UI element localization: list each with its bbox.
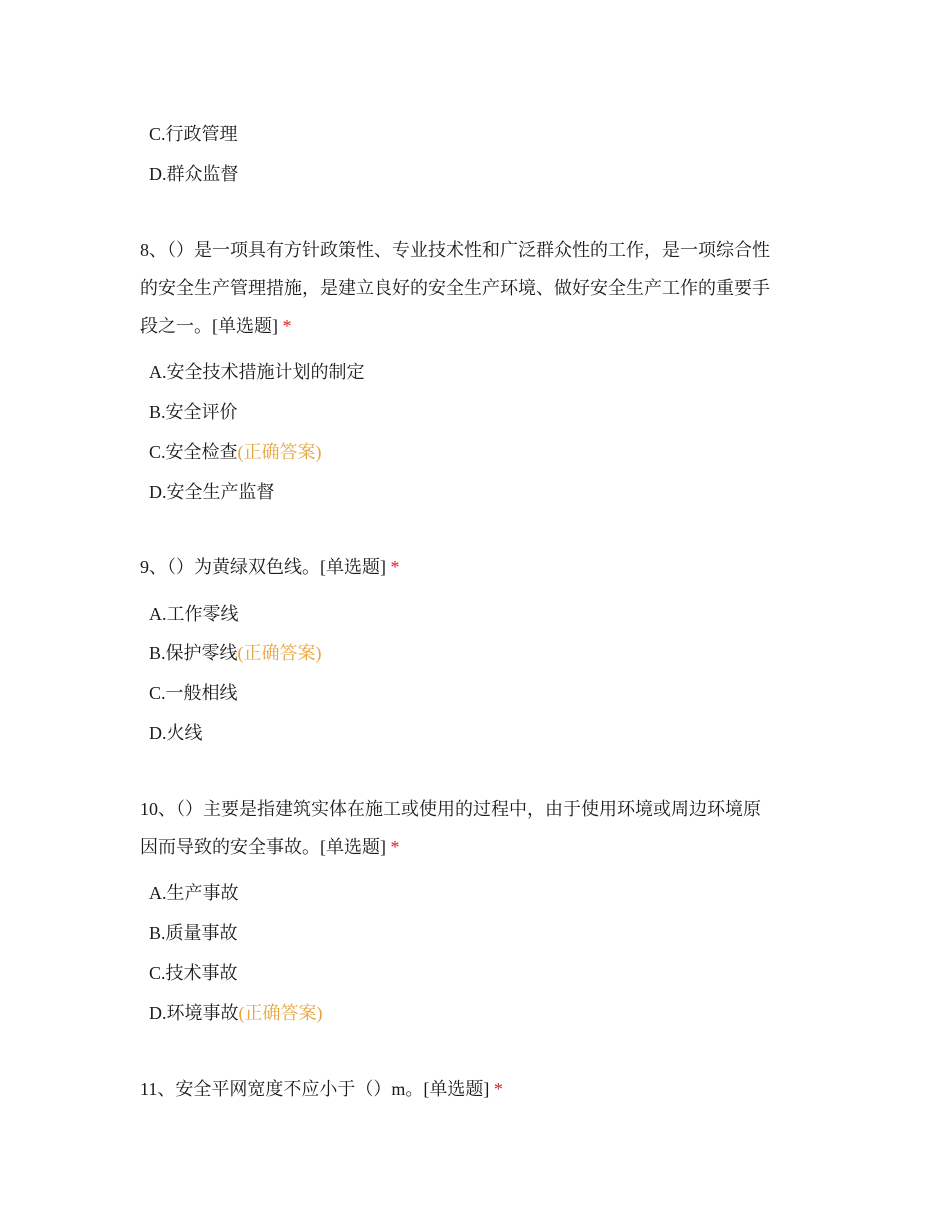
q8-option-c — [149, 440, 322, 464]
q9-option-b — [149, 641, 322, 665]
question-8 — [140, 231, 820, 345]
required-marker: * — [390, 557, 400, 577]
question-10-line-1: 10、（）主要是指建筑实体在施工或使用的过程中，由于使用环境或周边环境原 — [140, 799, 761, 819]
question-11 — [140, 1070, 820, 1108]
q10-option-c: C.技术事故 — [149, 963, 238, 983]
question-9-line-1 — [140, 548, 820, 586]
required-marker: * — [493, 1079, 503, 1099]
q7-option-c: C.行政管理 — [149, 124, 238, 144]
question-8-line-3 — [140, 307, 820, 345]
question-10-line-2-text: 因而导致的安全事故。[单选题] — [140, 837, 386, 857]
q8-option-b: B.安全评价 — [149, 402, 238, 422]
question-9-text: 9、（）为黄绿双色线。[单选题] — [140, 557, 386, 577]
question-9 — [140, 548, 820, 586]
q9-option-d: D.火线 — [149, 723, 203, 743]
q10-option-d-text: D.环境事故 — [149, 1003, 239, 1023]
correct-answer-marker: (正确答案) — [237, 442, 322, 462]
q8-option-a: A.安全技术措施计划的制定 — [149, 362, 365, 382]
question-10 — [140, 790, 820, 866]
question-10-line-2 — [140, 828, 820, 866]
question-11-text: 11、安全平网宽度不应小于（）m。[单选题] — [140, 1079, 490, 1099]
q9-option-b-text: B.保护零线 — [149, 643, 238, 663]
required-marker: * — [282, 316, 292, 336]
question-8-line-2: 的安全生产管理措施，是建立良好的安全生产环境、做好安全生产工作的重要手 — [140, 278, 770, 298]
q8-option-d: D.安全生产监督 — [149, 482, 275, 502]
correct-answer-marker: (正确答案) — [238, 1003, 323, 1023]
q9-option-a: A.工作零线 — [149, 604, 239, 624]
question-8-line-1: 8、（）是一项具有方针政策性、专业技术性和广泛群众性的工作，是一项综合性 — [140, 240, 770, 260]
q10-option-a: A.生产事故 — [149, 883, 239, 903]
q7-option-d: D.群众监督 — [149, 164, 239, 184]
q10-option-b: B.质量事故 — [149, 923, 238, 943]
q8-option-c-text: C.安全检查 — [149, 442, 238, 462]
question-11-line-1 — [140, 1070, 820, 1108]
required-marker: * — [390, 837, 400, 857]
q10-option-d — [149, 1001, 323, 1025]
question-8-line-3-text: 段之一。[单选题] — [140, 316, 278, 336]
q9-option-c: C.一般相线 — [149, 683, 238, 703]
correct-answer-marker: (正确答案) — [237, 643, 322, 663]
